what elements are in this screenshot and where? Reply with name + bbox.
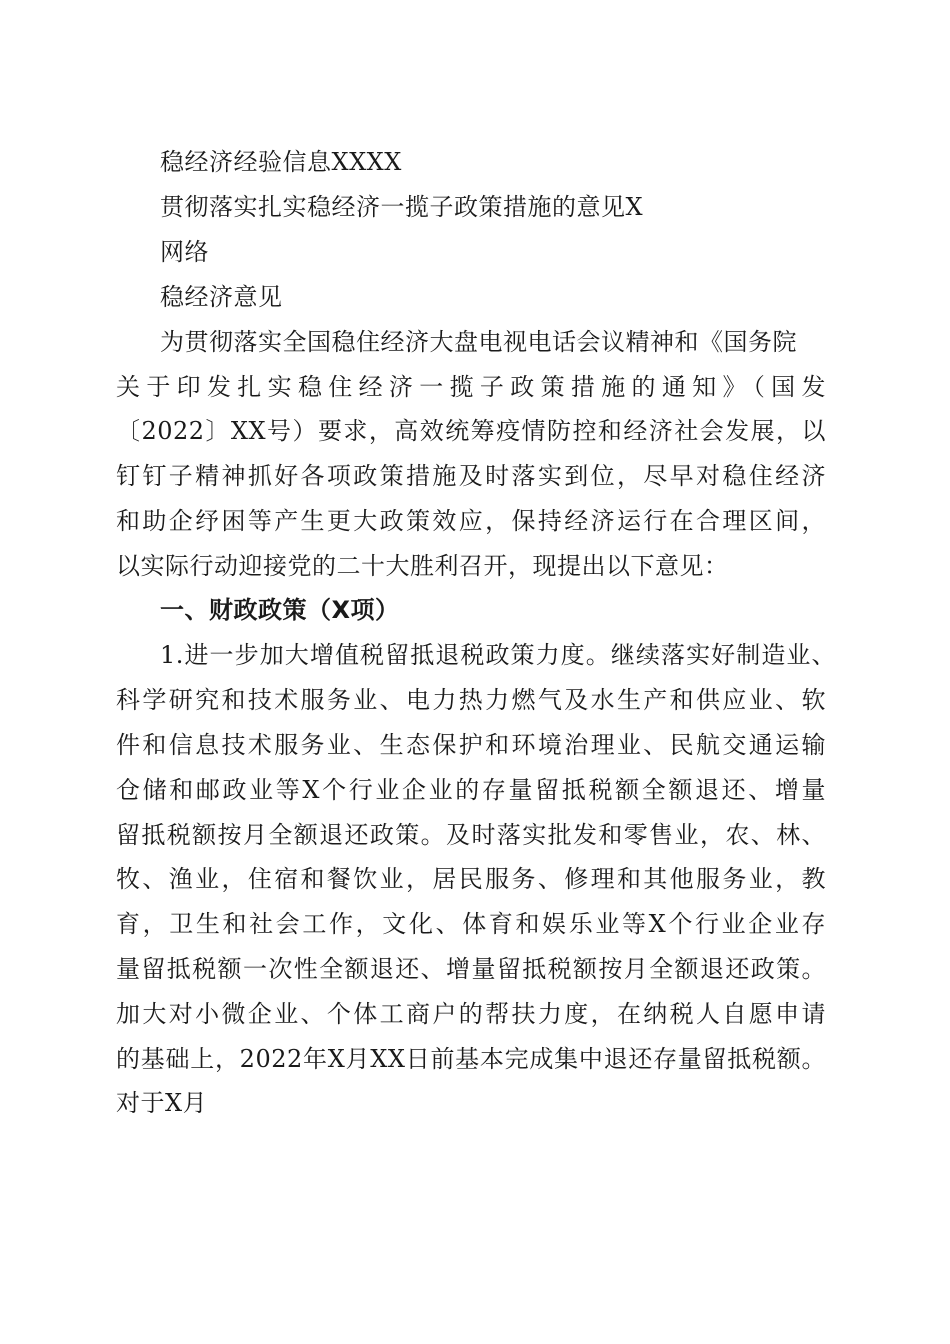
item-line-11: 对于X月 <box>116 1089 208 1117</box>
header-line-3: 网络 <box>160 238 209 266</box>
intro-line-2: 关于印发扎实稳住经济一揽子政策措施的通知》（国发 <box>116 373 826 401</box>
item-line-5: 留抵税额按月全额退还政策。及时落实批发和零售业，农、林、 <box>116 821 826 849</box>
item-line-1: 1.进一步加大增值税留抵退税政策力度。继续落实好制造业、 <box>160 641 836 669</box>
intro-line-1: 为贯彻落实全国稳住经济大盘电视电话会议精神和《国务院 <box>160 328 797 356</box>
intro-line-3: 〔2022〕XX号）要求，高效统筹疫情防控和经济社会发展，以 <box>116 417 826 445</box>
item-line-3: 件和信息技术服务业、生态保护和环境治理业、民航交通运输 <box>116 731 826 759</box>
item-line-8: 量留抵税额一次性全额退还、增量留抵税额按月全额退还政策。 <box>116 955 826 983</box>
item-line-9: 加大对小微企业、个体工商户的帮扶力度，在纳税人自愿申请 <box>116 1000 826 1028</box>
header-line-2: 贯彻落实扎实稳经济一揽子政策措施的意见X <box>160 193 644 221</box>
section-heading: 一、财政政策（X项） <box>160 596 400 624</box>
item-line-10: 的基础上，2022年X月XX日前基本完成集中退还存量留抵税额。 <box>116 1045 826 1073</box>
item-line-7: 育，卫生和社会工作，文化、体育和娱乐业等X个行业企业存 <box>116 910 826 938</box>
item-line-6: 牧、渔业，住宿和餐饮业，居民服务、修理和其他服务业，教 <box>116 865 826 893</box>
intro-line-6: 以实际行动迎接党的二十大胜利召开，现提出以下意见： <box>116 552 729 580</box>
intro-line-4: 钉钉子精神抓好各项政策措施及时落实到位，尽早对稳住经济 <box>116 462 826 490</box>
header-line-4: 稳经济意见 <box>160 283 283 311</box>
intro-line-5: 和助企纾困等产生更大政策效应，保持经济运行在合理区间， <box>116 507 826 535</box>
header-line-1: 稳经济经验信息XXXX <box>160 148 402 176</box>
item-line-2: 科学研究和技术服务业、电力热力燃气及水生产和供应业、软 <box>116 686 826 714</box>
item-line-4: 仓储和邮政业等X个行业企业的存量留抵税额全额退还、增量 <box>116 776 826 804</box>
